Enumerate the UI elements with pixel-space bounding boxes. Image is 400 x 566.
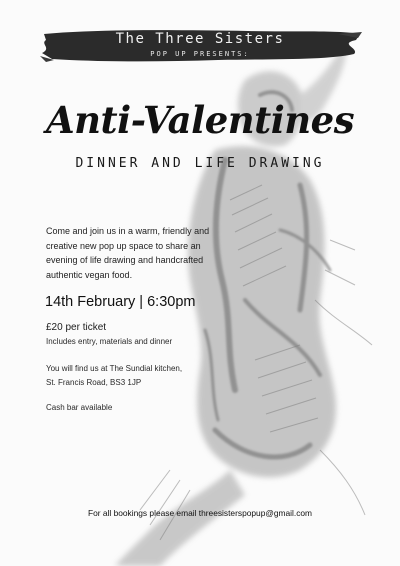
venue-line: You will find us at The Sundial kitchen, [46, 364, 183, 373]
venue-address [46, 362, 236, 390]
event-subtitle: DINNER AND LIFE DRAWING [75, 156, 325, 171]
venue-line: St. Francis Road, BS3 1JP [46, 378, 142, 387]
booking-contact: For all bookings please email threesisterspopup@gmail.com [87, 508, 313, 518]
ticket-price: £20 per ticket [46, 322, 107, 333]
presents-tagline: POP UP PRESENTS: [150, 50, 250, 58]
brand-name: The Three Sisters [115, 31, 285, 47]
event-date-time: 14th February | 6:30pm [45, 294, 196, 310]
ticket-includes: Includes entry, materials and dinner [46, 337, 173, 346]
cash-bar-note: Cash bar available [46, 403, 113, 412]
event-title: Anti-Valentines [45, 98, 355, 142]
event-description: Come and join us in a warm, friendly and creative new pop up space to share an evening of life drawing and handcrafted authentic vegan food. [46, 226, 210, 280]
